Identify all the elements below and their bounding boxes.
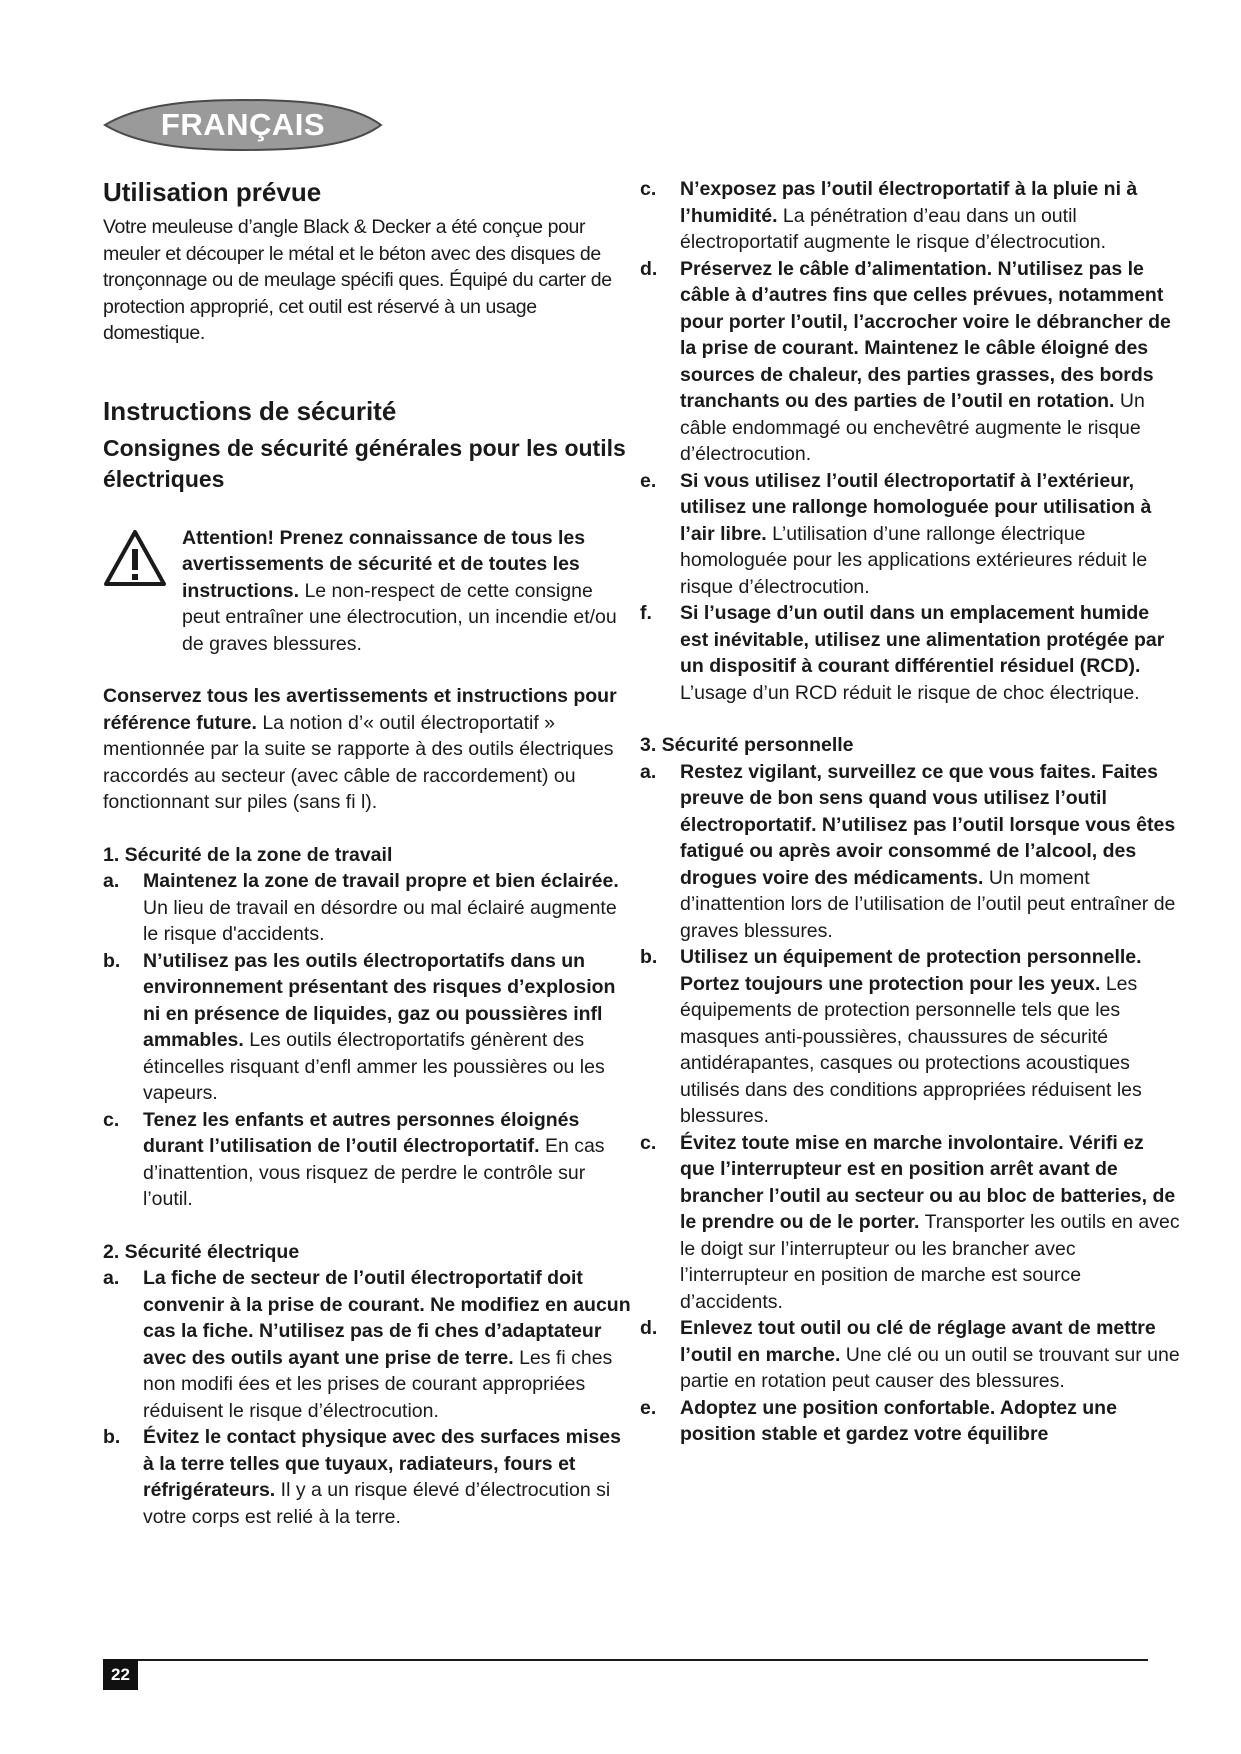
list-item: [640, 1130, 1180, 1316]
item-label: c.: [640, 178, 657, 200]
item-bold: Maintenez la zone de travail propre et bien éclairée.: [143, 870, 619, 892]
warning-text: [182, 525, 633, 658]
spacer: [103, 816, 633, 842]
item-bold: Préservez le câble d’alimentation. N’utilisez pas le câble à d’autres fins que celles prévues, notamment pour porter l’outil, l’accrocher voire le débrancher de la prise de courant. Maintenez le câble éloigné des sources de chaleur, des parties grasses, des bords tranchants ou des parties de l’outil en rotation.: [680, 257, 1171, 412]
item-bold: Si vous utilisez l’outil électroportatif à l’extérieur, utilisez une rallonge homologuée pour utilisation à l’air libre.: [680, 469, 1152, 545]
item-text: Une clé ou un outil se trouvant sur une partie en rotation peut causer des blessures.: [680, 1343, 1180, 1392]
page-number: 22: [103, 1659, 138, 1690]
language-badge: [103, 98, 383, 152]
item-text: Il y a un risque élevé d’électrocution si votre corps est relié à la terre.: [143, 1479, 611, 1528]
list-item: [640, 468, 1180, 601]
item-bold: La fiche de secteur de l’outil électroportatif doit convenir à la prise de courant. Ne modifiez en aucun cas la fiche. N’utilisez pas de fi ches d’adaptateur avec des outils ayant une prise de terre.: [143, 1267, 631, 1369]
list-item: [103, 948, 633, 1107]
item-label: e.: [640, 1396, 657, 1419]
item-text: L’utilisation d’une rallonge électrique homologuée pour les applications extérieures réduit le risque d’électrocution.: [680, 522, 1148, 598]
section-1-title: 1. Sécurité de la zone de travail: [103, 843, 393, 866]
section-2-title: 2. Sécurité électrique: [103, 1240, 300, 1263]
safety-title: Instructions de sécurité: [103, 395, 397, 426]
warning-block: [103, 525, 633, 658]
item-label: d.: [640, 1317, 658, 1339]
list-item: [640, 600, 1180, 706]
item-label: a.: [103, 1267, 120, 1289]
item-label: a.: [640, 760, 657, 783]
intended-use-title: Utilisation prévue: [103, 177, 322, 207]
list-item: [640, 1315, 1180, 1395]
list-item: [103, 1424, 633, 1530]
item-bold: Si l’usage d’un outil dans un emplacement humide est inévitable, utilisez une alimentation protégée par un dispositif à courant différentiel résiduel (RCD).: [680, 602, 1165, 677]
section-3-title: 3. Sécurité personnelle: [640, 734, 854, 756]
item-bold: Évitez toute mise en marche involontaire. Vérifi ez que l’interrupteur est en position arrêt avant de brancher l’outil au secteur ou au bloc de batteries, de le prendre ou de le porter.: [680, 1131, 1176, 1233]
item-text: Un câble endommagé ou enchevêtré augmente le risque d’électrocution.: [680, 390, 1145, 465]
item-label: a.: [103, 870, 120, 892]
item-bold: Tenez les enfants et autres personnes éloignés durant l’utilisation de l’outil électroportatif.: [143, 1108, 580, 1157]
item-label: b.: [103, 949, 121, 972]
list-item: [640, 1395, 1180, 1448]
keep-body: La notion d’« outil électroportatif » mentionnée par la suite se rapporte à des outils électriques raccordés au secteur (avec câble de raccordement) ou fonctionnant sur piles (sans fi l).: [103, 711, 614, 813]
item-text: En cas d’inattention, vous risquez de perdre le contrôle sur l’outil.: [143, 1135, 605, 1210]
item-bold: Évitez le contact physique avec des surfaces mises à la terre telles que tuyaux, radiateurs, fours et réfrigérateurs.: [143, 1426, 621, 1501]
item-bold: Enlevez tout outil ou clé de réglage avant de mettre l’outil en marche.: [680, 1317, 1156, 1366]
item-bold: Utilisez un équipement de protection personnelle. Portez toujours une protection pour les yeux.: [680, 946, 1142, 995]
item-bold: Adoptez une position confortable. Adoptez une position stable et gardez votre équilibre: [680, 1396, 1117, 1445]
item-label: d.: [640, 257, 658, 280]
keep-instructions: [103, 683, 633, 816]
item-text: L’usage d’un RCD réduit le risque de choc électrique.: [680, 681, 1140, 704]
intended-use-text: Votre meuleuse d’angle Black & Decker a été conçue pour meuler et découper le métal et le béton avec des disques de tronçonnage ou de meulage spécifi ques. Équipé du carter de protection approprié, cet outil est réservé à un usage domestique.: [103, 216, 612, 344]
item-text: Les fi ches non modifi ées et les prises de courant appropriées réduisent le risque d’électrocution.: [143, 1346, 613, 1422]
right-column: [640, 176, 1180, 1448]
general-safety-title: Consignes de sécurité générales pour les outils électriques: [103, 434, 626, 492]
item-label: e.: [640, 469, 657, 492]
item-text: La pénétration d’eau dans un outil électroportatif augmente le risque d’électrocution.: [680, 204, 1106, 253]
spacer: [640, 706, 1180, 732]
list-item: [103, 1107, 633, 1213]
item-text: Les outils électroportatifs génèrent des étincelles risquant d’enfl ammer les poussières ou les vapeurs.: [143, 1029, 605, 1104]
item-bold: N’utilisez pas les outils électroportatifs dans un environnement présentant des risques d’explosion ni en présence de liquides, gaz ou poussières infl ammables.: [143, 949, 616, 1051]
list-item: [640, 944, 1180, 1130]
keep-bold: Conservez tous les avertissements et instructions pour référence future.: [103, 685, 617, 734]
language-badge-text: FRANÇAIS: [160, 107, 326, 142]
list-item: [640, 256, 1180, 468]
item-label: b.: [640, 946, 658, 968]
item-text: Un lieu de travail en désordre ou mal éclairé augmente le risque d'accidents.: [143, 896, 617, 945]
item-label: b.: [103, 1426, 121, 1448]
warning-body: Le non-respect de cette consigne peut entraîner une électrocution, un incendie et/ou de graves blessures.: [182, 579, 617, 655]
footer-rule: [103, 1659, 1148, 1661]
warning-triangle-icon: [103, 529, 167, 587]
warning-bold: Attention! Prenez connaissance de tous les avertissements de sécurité et de toutes les instructions.: [182, 526, 586, 602]
item-text: Les équipements de protection personnelle tels que les masques anti-poussières, chaussures de sécurité antidérapantes, casques ou protections acoustiques utilisés dans des conditions appropriées réduisent les blessures.: [680, 972, 1142, 1127]
spacer: [103, 657, 633, 683]
list-item: [640, 759, 1180, 945]
item-bold: N’exposez pas l’outil électroportatif à la pluie ni à l’humidité.: [680, 178, 1138, 227]
item-label: c.: [640, 1131, 657, 1154]
item-bold: Restez vigilant, surveillez ce que vous faites. Faites preuve de bon sens quand vous utilisez l’outil électroportatif. N’utilisez pas l’outil lorsque vous êtes fatigué ou après avoir consommé de l’alcool, des drogues voire des médicaments.: [680, 760, 1176, 889]
spacer: [103, 1213, 633, 1239]
list-item: [640, 176, 1180, 256]
item-label: c.: [103, 1108, 120, 1131]
item-text: Un moment d’inattention lors de l’utilisation de l’outil peut entraîner de graves blessures.: [680, 866, 1176, 942]
list-item: [103, 1265, 633, 1424]
left-column: [103, 176, 633, 1530]
item-text: Transporter les outils en avec le doigt sur l’interrupteur ou les brancher avec l’interrupteur en position de marche est source d’accidents.: [680, 1211, 1180, 1313]
spacer: [103, 347, 633, 395]
list-item: [103, 868, 633, 948]
item-label: f.: [640, 602, 652, 624]
